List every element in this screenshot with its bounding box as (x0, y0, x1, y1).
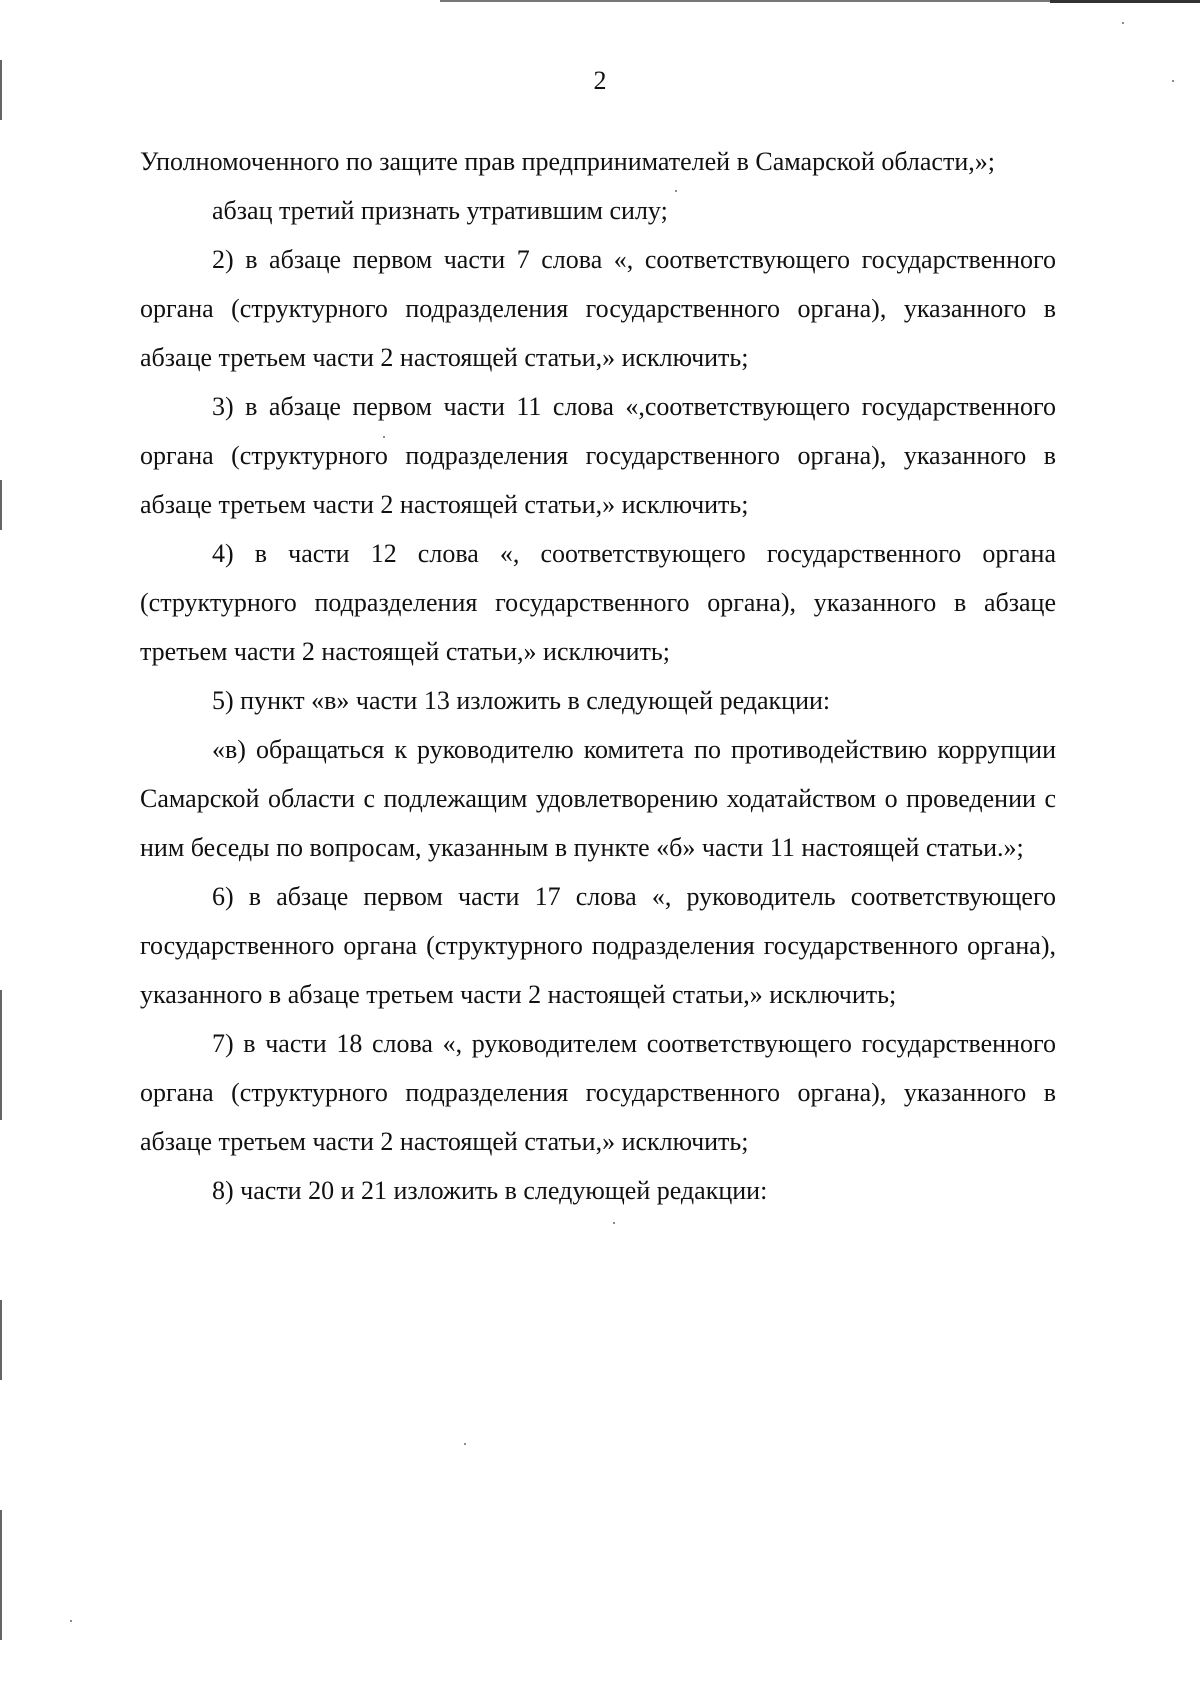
scan-left-edge-mark (0, 990, 2, 1120)
scan-speck (70, 1620, 72, 1622)
paragraph-item-7: 7) в части 18 слова «, руководителем соответствующего государственного органа (структурного подразделения государственного органа), указанного в абзаце третьем части 2 настоящей статьи,» исключить; (140, 1029, 1056, 1156)
paragraph-item-2: 2) в абзаце первом части 7 слова «, соответствующего государственного органа (структурного подразделения государственного органа), указанного в абзаце третьем части 2 настоящей статьи,» исключить; (140, 245, 1056, 372)
scan-speck (613, 1222, 615, 1224)
paragraph-item-3: 3) в абзаце первом части 11 слова «,соответствующего государственного органа (структурного подразделения государственного органа), указанного в абзаце третьем части 2 настоящей статьи,» исключить; (140, 392, 1056, 519)
paragraph-item-6: 6) в абзаце первом части 17 слова «, руководитель соответствующего государственного органа (структурного подразделения государственного органа), указанного в абзаце третьем части 2 настоящей статьи,» исключить; (140, 882, 1056, 1009)
scan-left-edge-mark (0, 1300, 2, 1380)
scan-speck (1122, 22, 1124, 24)
paragraph-item-8: 8) части 20 и 21 изложить в следующей редакции: (212, 1176, 768, 1205)
scan-left-edge-mark (0, 480, 2, 530)
scan-left-edge-mark (0, 1510, 2, 1640)
scan-speck (464, 1443, 466, 1445)
paragraph-continuation: Уполномоченного по защите прав предпринимателей в Самарской области,»; (140, 147, 995, 176)
scan-top-border-dark (1050, 0, 1200, 3)
paragraph-item-5: 5) пункт «в» части 13 изложить в следующей редакции: (212, 686, 831, 715)
document-body (140, 137, 1056, 1215)
page-number: 2 (593, 66, 607, 95)
paragraph-abzats-tretiy: абзац третий признать утратившим силу; (212, 196, 668, 225)
paragraph-item-5-quote: «в) обращаться к руководителю комитета по противодействию коррупции Самарской области с подлежащим удовлетворению ходатайством о проведении с ним беседы по вопросам, указанным в пункте «б» части 11 настоящей статьи.»; (140, 735, 1056, 862)
paragraph-item-4: 4) в части 12 слова «, соответствующего государственного органа (структурного подразделения государственного органа), указанного в абзаце третьем части 2 настоящей статьи,» исключить; (140, 539, 1056, 666)
